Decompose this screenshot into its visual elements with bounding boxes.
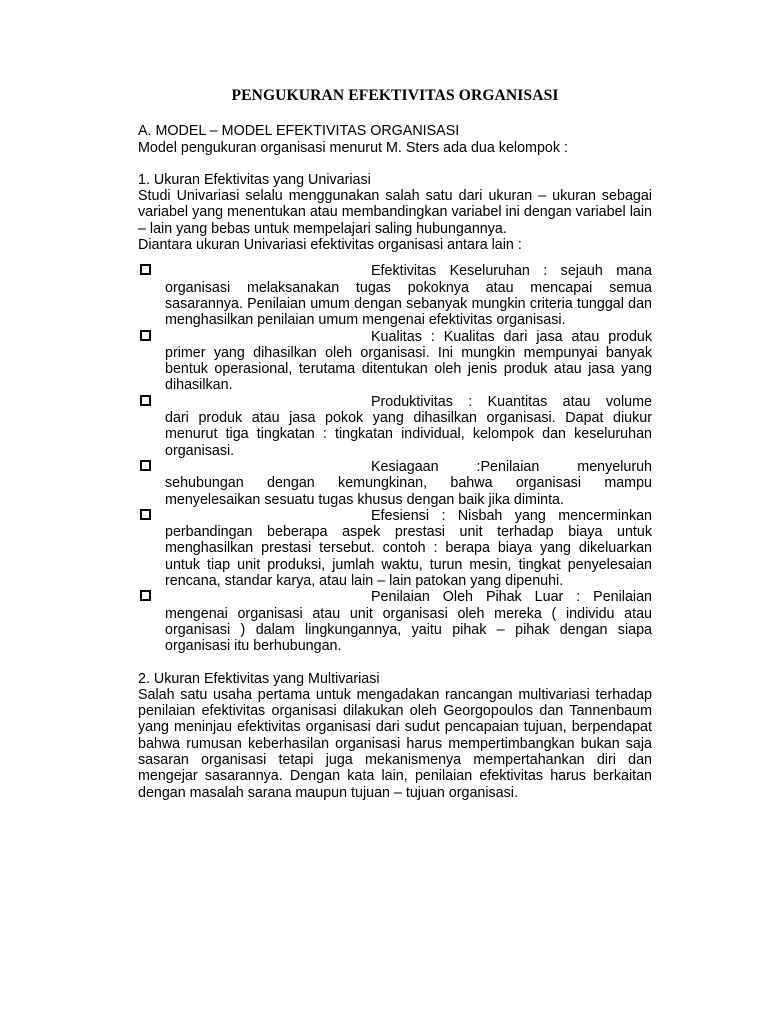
bullet-text: organisasi melaksanakan tugas pokoknya atau mencapai semua sasarannya. Penilaian umum dengan sebanyak mungkin criteria tunggal dan menghasilkan penilaian umum mengenai efektivitas organisasi. (165, 279, 652, 329)
subsection-1-paragraph: Studi Univariasi selalu menggunakan salah satu dari ukuran – ukuran sebagai variabel yang menentukan atau membandingkan variabel ini dengan variabel lain – lain yang bebas untuk mempelajari saling hubungannya. (138, 188, 652, 237)
subsection-1-lead-in: Diantara ukuran Univariasi efektivitas organisasi antara lain : (138, 237, 522, 254)
bullet-item (138, 329, 652, 394)
square-bullet-icon (140, 395, 151, 406)
subsection-2-paragraph: Salah satu usaha pertama untuk mengadakan rancangan multivariasi terhadap penilaian efektivitas organisasi dilakukan oleh Georgopoulos dan Tannenbaum yang meninjau efektivitas organisasi dari sudut pencapaian tujuan, berpendapat bahwa rumusan keberhasilan organisasi harus mempertimbangkan bukan saja sasaran organisasi tetapi juga mekanismenya mempertahankan diri dan mengejar sasarannya. Dengan kata lain, penilaian efektivitas harus berkaitan dengan masalah sarana maupun tujuan – tujuan organisasi. (138, 686, 652, 801)
bullet-item (138, 394, 652, 459)
bullet-item (138, 589, 652, 654)
bullet-first-line: Efesiensi : Nisbah yang mencerminkan (371, 507, 652, 524)
square-bullet-icon (140, 590, 151, 601)
square-bullet-icon (140, 460, 151, 471)
bullet-first-line: Kualitas : Kualitas dari jasa atau produk (371, 328, 652, 345)
document-body (138, 88, 652, 801)
bullet-first-line: Produktivitas : Kuantitas atau volume (371, 393, 652, 410)
section-a-heading: A. MODEL – MODEL EFEKTIVITAS ORGANISASI (138, 123, 460, 140)
bullet-text: perbandingan beberapa aspek prestasi unit terhadap biaya untuk menghasilkan prestasi tersebut. contoh : berapa biaya yang dikeluarkan untuk tiap unit produksi, jumlah waktu, turun mesin, tingkat penyelesaian rencana, standar karya, atau lain – lain patokan yang dipenuhi. (165, 524, 652, 590)
document-title: PENGUKURAN EFEKTIVITAS ORGANISASI (231, 87, 559, 104)
subsection-1-heading: 1. Ukuran Efektivitas yang Univariasi (138, 171, 371, 188)
section-a-intro: Model pengukuran organisasi menurut M. Sters ada dua kelompok : (138, 139, 568, 156)
square-bullet-icon (140, 330, 151, 341)
subsection-2-heading: 2. Ukuran Efektivitas yang Multivariasi (138, 670, 380, 687)
bullet-item (138, 459, 652, 508)
square-bullet-icon (140, 509, 151, 520)
bullet-text: sehubungan dengan kemungkinan, bahwa organisasi mampu menyelesaikan sesuatu tugas khusus dengan baik jika diminta. (165, 475, 652, 508)
bullet-text: mengenai organisasi atau unit organisasi oleh mereka ( individu atau organisasi ) dalam lingkungannya, yaitu pihak – pihak dengan siapa organisasi itu berhubungan. (165, 605, 652, 655)
bullet-text: dari produk atau jasa pokok yang dihasilkan organisasi. Dapat diukur menurut tiga tingkatan : tingkatan individual, kelompok dan keseluruhan organisasi. (165, 410, 652, 459)
bullet-first-line: Kesiagaan :Penilaian menyeluruh (371, 458, 652, 475)
bullet-first-line: Efektivitas Keseluruhan : sejauh mana (371, 263, 652, 280)
bullet-text: primer yang dihasilkan oleh organisasi. Ini mungkin mempunyai banyak bentuk operasional, terutama ditentukan oleh jenis produk atau jasa yang dihasilkan. (165, 344, 652, 394)
bullet-item (138, 508, 652, 589)
bullet-item (138, 263, 652, 328)
square-bullet-icon (140, 264, 151, 275)
bullet-first-line: Penilaian Oleh Pihak Luar : Penilaian (371, 589, 652, 606)
